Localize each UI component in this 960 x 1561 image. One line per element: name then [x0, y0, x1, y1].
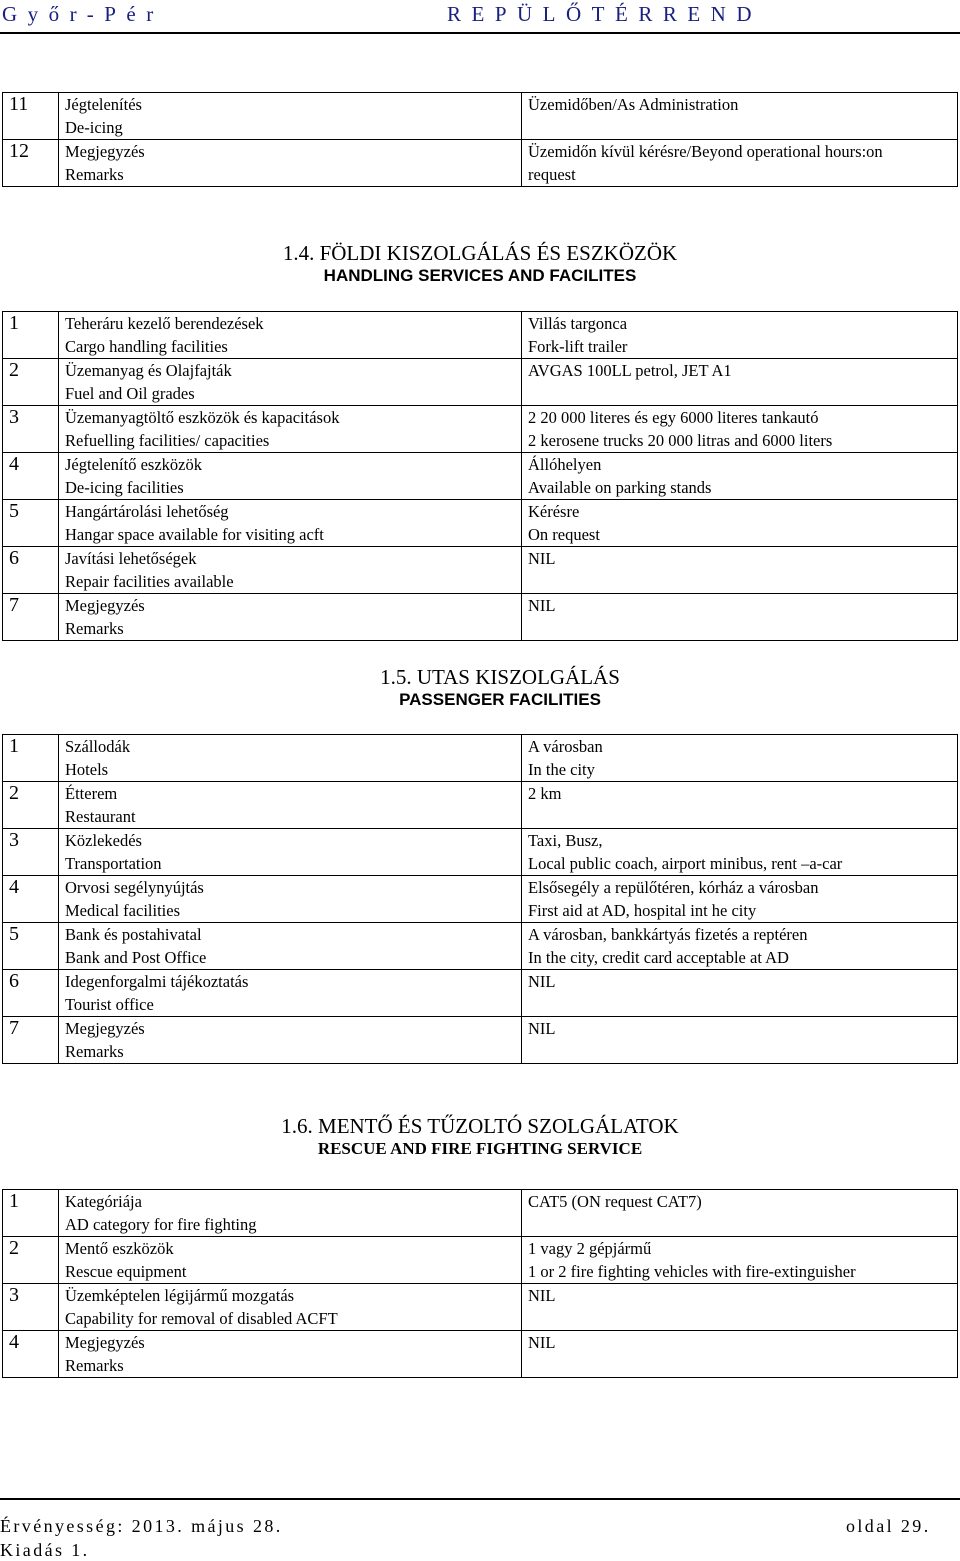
value-line: NIL	[528, 549, 556, 568]
label-hungarian: Üzemanyag és Olajfajták	[65, 361, 232, 380]
label-hungarian: Idegenforgalmi tájékoztatás	[65, 972, 249, 991]
row-label	[59, 923, 522, 970]
value-line: Fork-lift trailer	[528, 337, 628, 356]
label-hungarian: Jégtelenítő eszközök	[65, 455, 202, 474]
row-label	[59, 547, 522, 594]
row-label	[59, 1331, 522, 1378]
label-english: Cargo handling facilities	[65, 337, 228, 356]
label-hungarian: Bank és postahivatal	[65, 925, 202, 944]
row-value	[522, 359, 958, 406]
value-line: 2 km	[528, 784, 562, 803]
label-english: De-icing	[65, 118, 123, 137]
page-footer	[0, 1498, 960, 1560]
page-header	[0, 0, 960, 34]
row-value	[522, 453, 958, 500]
label-hungarian: Megjegyzés	[65, 596, 145, 615]
row-label	[59, 594, 522, 641]
row-number: 12	[3, 140, 59, 187]
row-number: 1	[3, 312, 59, 359]
label-english: Remarks	[65, 619, 124, 638]
table-row	[3, 829, 958, 876]
value-line: First aid at AD, hospital int he city	[528, 901, 757, 920]
table-row	[3, 876, 958, 923]
row-label	[59, 500, 522, 547]
row-value	[522, 312, 958, 359]
value-line: 1 vagy 2 gépjármű	[528, 1239, 652, 1258]
value-line: NIL	[528, 1286, 556, 1305]
row-number: 11	[3, 93, 59, 140]
label-hungarian: Üzemanyagtöltő eszközök és kapacitások	[65, 408, 340, 427]
label-hungarian: Kategóriája	[65, 1192, 142, 1211]
row-value	[522, 500, 958, 547]
section-16-subtitle: RESCUE AND FIRE FIGHTING SERVICE	[317, 1139, 643, 1158]
value-line: Local public coach, airport minibus, rent –a-car	[528, 854, 843, 873]
section-16-title: 1.6. MENTŐ ÉS TŰZOLTÓ SZOLGÁLATOK	[281, 1114, 679, 1138]
row-number: 1	[3, 1190, 59, 1237]
row-number: 5	[3, 923, 59, 970]
label-hungarian: Szállodák	[65, 737, 131, 756]
table-row	[3, 359, 958, 406]
row-label	[59, 735, 522, 782]
value-line: Üzemidőn kívül kérésre/Beyond operational hours:on	[528, 142, 883, 161]
value-line: 2 20 000 literes és egy 6000 literes tankautó	[528, 408, 819, 427]
row-value	[522, 1190, 958, 1237]
label-hungarian: Javítási lehetőségek	[65, 549, 197, 568]
row-number: 7	[3, 1017, 59, 1064]
value-line: Elsősegély a repülőtéren, kórház a városban	[528, 878, 819, 897]
footer-page-number: oldal 29.	[846, 1516, 931, 1536]
label-english: AD category for fire fighting	[65, 1215, 257, 1234]
label-english: Medical facilities	[65, 901, 180, 920]
label-english: Remarks	[65, 1356, 124, 1375]
label-english: Rescue equipment	[65, 1262, 187, 1281]
table-row	[3, 782, 958, 829]
label-english: Hotels	[65, 760, 109, 779]
row-label	[59, 829, 522, 876]
row-value	[522, 594, 958, 641]
row-number: 1	[3, 735, 59, 782]
label-english: Capability for removal of disabled ACFT	[65, 1309, 338, 1328]
row-number: 3	[3, 829, 59, 876]
value-line: A városban, bankkártyás fizetés a reptéren	[528, 925, 808, 944]
row-value	[522, 735, 958, 782]
label-english: Refuelling facilities/ capacities	[65, 431, 270, 450]
table-row	[3, 594, 958, 641]
label-english: De-icing facilities	[65, 478, 184, 497]
label-english: Tourist office	[65, 995, 154, 1014]
label-hungarian: Mentő eszközök	[65, 1239, 174, 1258]
row-label	[59, 140, 522, 187]
value-line: A városban	[528, 737, 603, 756]
row-value	[522, 406, 958, 453]
label-english: Transportation	[65, 854, 162, 873]
row-label	[59, 782, 522, 829]
table-row	[3, 923, 958, 970]
row-value	[522, 547, 958, 594]
passenger-table	[2, 734, 958, 1064]
table-row	[3, 1237, 958, 1284]
label-english: Remarks	[65, 165, 124, 184]
footer-issue: Kiadás 1.	[0, 1540, 90, 1560]
table-row	[3, 1331, 958, 1378]
label-english: Remarks	[65, 1042, 124, 1061]
row-value	[522, 970, 958, 1017]
row-number: 3	[3, 1284, 59, 1331]
footer-validity: Érvényesség: 2013. május 28.	[0, 1516, 283, 1536]
row-label	[59, 1017, 522, 1064]
value-line: NIL	[528, 972, 556, 991]
row-value	[522, 1331, 958, 1378]
row-value	[522, 1017, 958, 1064]
row-label	[59, 359, 522, 406]
header-airport-name: Győr-Pér	[2, 2, 164, 26]
section-14-title: 1.4. FÖLDI KISZOLGÁLÁS ÉS ESZKÖZÖK	[282, 241, 678, 265]
value-line: request	[528, 165, 576, 184]
row-number: 3	[3, 406, 59, 453]
row-number: 6	[3, 970, 59, 1017]
value-line: Állóhelyen	[528, 455, 602, 474]
table-row	[3, 500, 958, 547]
section-16-heading	[0, 1113, 960, 1159]
row-number: 2	[3, 359, 59, 406]
table-row	[3, 1017, 958, 1064]
value-line: Available on parking stands	[528, 478, 712, 497]
label-hungarian: Közlekedés	[65, 831, 142, 850]
label-hungarian: Jégtelenítés	[65, 95, 142, 114]
table-row	[3, 406, 958, 453]
row-label	[59, 93, 522, 140]
table-row	[3, 970, 958, 1017]
row-label	[59, 453, 522, 500]
row-value	[522, 923, 958, 970]
row-label	[59, 406, 522, 453]
row-number: 4	[3, 876, 59, 923]
row-number: 4	[3, 453, 59, 500]
row-label	[59, 312, 522, 359]
label-english: Restaurant	[65, 807, 136, 826]
value-line: In the city	[528, 760, 595, 779]
row-value	[522, 1284, 958, 1331]
label-english: Hangar space available for visiting acft	[65, 525, 324, 544]
label-hungarian: Megjegyzés	[65, 142, 145, 161]
row-label	[59, 1284, 522, 1331]
label-hungarian: Megjegyzés	[65, 1333, 145, 1352]
header-document-name: REPÜLŐTÉRREND	[447, 2, 762, 26]
row-number: 2	[3, 1237, 59, 1284]
label-hungarian: Orvosi segélynyújtás	[65, 878, 204, 897]
table-row	[3, 93, 958, 140]
table-row	[3, 140, 958, 187]
label-english: Bank and Post Office	[65, 948, 207, 967]
row-value	[522, 93, 958, 140]
label-hungarian: Hangártárolási lehetőség	[65, 502, 229, 521]
label-english: Fuel and Oil grades	[65, 384, 195, 403]
label-english: Repair facilities available	[65, 572, 234, 591]
row-number: 7	[3, 594, 59, 641]
row-label	[59, 876, 522, 923]
value-line: 1 or 2 fire fighting vehicles with fire-extinguisher	[528, 1262, 856, 1281]
value-line: On request	[528, 525, 600, 544]
row-number: 6	[3, 547, 59, 594]
rescue-table	[2, 1189, 958, 1378]
value-line: NIL	[528, 1019, 556, 1038]
table-row	[3, 1190, 958, 1237]
row-number: 4	[3, 1331, 59, 1378]
value-line: 2 kerosene trucks 20 000 litras and 6000 liters	[528, 431, 833, 450]
table-row	[3, 453, 958, 500]
label-hungarian: Étterem	[65, 784, 118, 803]
label-hungarian: Teheráru kezelő berendezések	[65, 314, 264, 333]
value-line: NIL	[528, 596, 556, 615]
label-hungarian: Megjegyzés	[65, 1019, 145, 1038]
value-line: Üzemidőben/As Administration	[528, 95, 739, 114]
row-label	[59, 970, 522, 1017]
table-row	[3, 1284, 958, 1331]
row-value	[522, 140, 958, 187]
row-label	[59, 1190, 522, 1237]
value-line: NIL	[528, 1333, 556, 1352]
row-value	[522, 782, 958, 829]
value-line: Kérésre	[528, 502, 580, 521]
row-value	[522, 829, 958, 876]
table-row	[3, 735, 958, 782]
row-number: 5	[3, 500, 59, 547]
section-15-title: 1.5. UTAS KISZOLGÁLÁS	[380, 665, 620, 689]
section-15-subtitle: PASSENGER FACILITIES	[399, 690, 601, 709]
value-line: Taxi, Busz,	[528, 831, 603, 850]
section-14-subtitle: HANDLING SERVICES AND FACILITES	[323, 266, 637, 285]
value-line: Villás targonca	[528, 314, 628, 333]
value-line: In the city, credit card acceptable at AD	[528, 948, 789, 967]
table-row	[3, 312, 958, 359]
value-line: AVGAS 100LL petrol, JET A1	[528, 361, 732, 380]
row-value	[522, 1237, 958, 1284]
section-14-heading	[0, 240, 960, 286]
row-value	[522, 876, 958, 923]
top-table	[2, 92, 958, 187]
section-15-heading	[20, 664, 960, 710]
row-label	[59, 1237, 522, 1284]
row-number: 2	[3, 782, 59, 829]
handling-table	[2, 311, 958, 641]
table-row	[3, 547, 958, 594]
value-line: CAT5 (ON request CAT7)	[528, 1192, 702, 1211]
label-hungarian: Üzemképtelen légijármű mozgatás	[65, 1286, 295, 1305]
